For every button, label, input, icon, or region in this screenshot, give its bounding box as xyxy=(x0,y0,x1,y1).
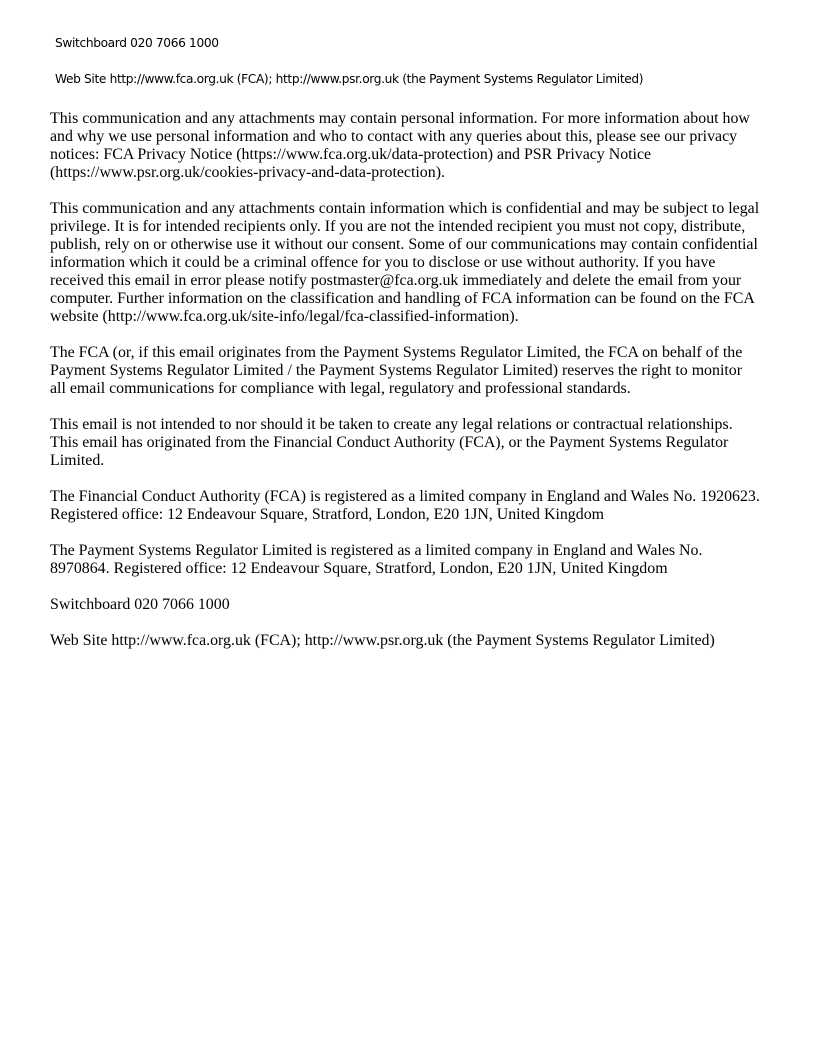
fca-registration-line: Registered office: 12 Endeavour Square, Stratford, London, E20 1JN, United Kingdom xyxy=(50,506,604,523)
confidentiality-line: website (http://www.fca.org.uk/site-info/legal/fca-classified-information). xyxy=(50,308,519,325)
header-switchboard: Switchboard 020 7066 1000 xyxy=(55,36,219,50)
monitoring-line: The FCA (or, if this email originates from the Payment Systems Regulator Limited, the FCA on behalf of the xyxy=(50,344,743,361)
psr-registration-line: 8970864. Registered office: 12 Endeavour Square, Stratford, London, E20 1JN, United Kingdom xyxy=(50,560,668,577)
switchboard-paragraph xyxy=(50,596,778,614)
privacy-paragraph xyxy=(50,110,778,182)
fca-registration-line: The Financial Conduct Authority (FCA) is registered as a limited company in England and Wales No. 1920623. xyxy=(50,488,760,505)
legal-relations-line: This email has originated from the Financial Conduct Authority (FCA), or the Payment Systems Regulator xyxy=(50,434,729,451)
header-website: Web Site http://www.fca.org.uk (FCA); http://www.psr.org.uk (the Payment Systems Regulator Limited) xyxy=(55,72,644,86)
confidentiality-line: received this email in error please notify postmaster@fca.org.uk immediately and delete the email from your xyxy=(50,272,742,289)
monitoring-line: all email communications for compliance with legal, regulatory and professional standards. xyxy=(50,380,631,397)
disclaimer-body xyxy=(50,110,778,668)
legal-relations-line: This email is not intended to nor should it be taken to create any legal relations or contractual relationships. xyxy=(50,416,733,433)
confidentiality-line: publish, rely on or otherwise use it without our consent. Some of our communications may contain confidential xyxy=(50,236,758,253)
monitoring-line: Payment Systems Regulator Limited / the Payment Systems Regulator Limited) reserves the right to monitor xyxy=(50,362,743,379)
monitoring-paragraph xyxy=(50,344,778,398)
website-line: Web Site http://www.fca.org.uk (FCA); http://www.psr.org.uk (the Payment Systems Regulator Limited) xyxy=(50,632,715,649)
legal-relations-paragraph xyxy=(50,416,778,470)
confidentiality-line: computer. Further information on the classification and handling of FCA information can be found on the FCA xyxy=(50,290,755,307)
confidentiality-line: information which it could be a criminal offence for you to disclose or use without authority. If you have xyxy=(50,254,716,271)
psr-registration-paragraph xyxy=(50,542,778,578)
privacy-line: (https://www.psr.org.uk/cookies-privacy-and-data-protection). xyxy=(50,164,445,181)
confidentiality-line: This communication and any attachments contain information which is confidential and may be subject to legal xyxy=(50,200,760,217)
confidentiality-paragraph xyxy=(50,200,778,326)
website-paragraph xyxy=(50,632,778,650)
privacy-line: This communication and any attachments may contain personal information. For more information about how xyxy=(50,110,750,127)
switchboard-line: Switchboard 020 7066 1000 xyxy=(50,596,230,613)
confidentiality-line: privilege. It is for intended recipients only. If you are not the intended recipient you must not copy, distribute, xyxy=(50,218,746,235)
privacy-line: and why we use personal information and who to contact with any queries about this, please see our privacy xyxy=(50,128,738,145)
legal-relations-line: Limited. xyxy=(50,452,105,469)
privacy-line: notices: FCA Privacy Notice (https://www.fca.org.uk/data-protection) and PSR Privacy Notice xyxy=(50,146,652,163)
fca-registration-paragraph xyxy=(50,488,778,524)
psr-registration-line: The Payment Systems Regulator Limited is registered as a limited company in England and Wales No. xyxy=(50,542,703,559)
